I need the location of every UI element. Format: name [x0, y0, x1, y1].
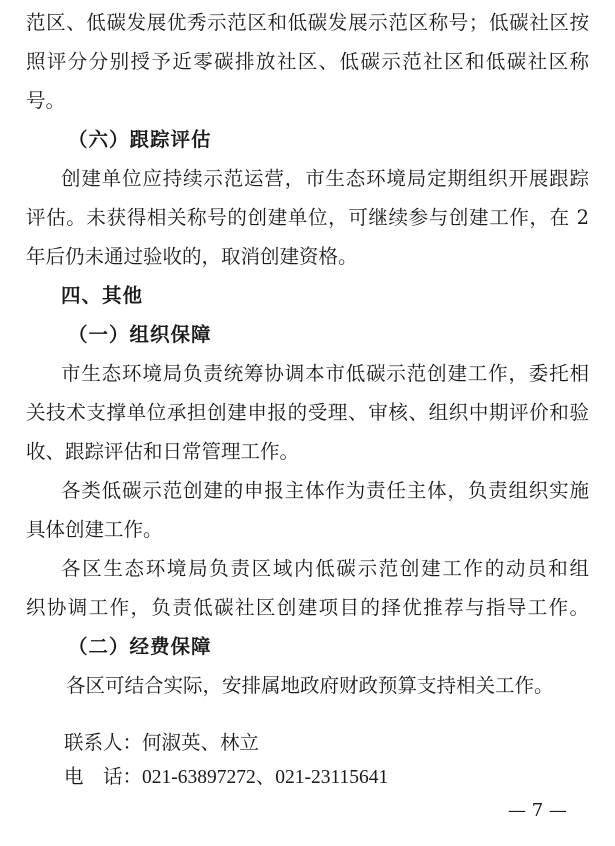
paragraph-line: 范区、低碳发展优秀示范区和低碳发展示范区称号；低碳社区按: [26, 11, 589, 34]
section-heading-tracking: （六）跟踪评估: [68, 128, 212, 151]
paragraph-line: 各类低碳示范创建的申报主体作为责任主体，负责组织实施: [61, 479, 589, 502]
paragraph-line: 织协调工作，负责低碳社区创建项目的择优推荐与指导工作。: [26, 596, 589, 619]
paragraph-line: 照评分分别授予近零碳排放社区、低碳示范社区和低碳社区称: [26, 50, 589, 73]
chapter-heading-other: 四、其他: [61, 284, 144, 307]
contact-person-value: 何淑英、林立: [142, 731, 260, 754]
paragraph-line: 关技术支撑单位承担创建申报的受理、审核、组织中期评价和验: [26, 401, 589, 424]
paragraph-line: 各区生态环境局负责区域内低碳示范创建工作的动员和组: [61, 557, 589, 580]
section-heading-funding: （二）经费保障: [68, 635, 212, 658]
paragraph-line: 创建单位应持续示范运营，市生态环境局定期组织开展跟踪: [61, 167, 589, 190]
contact-phone-value: 021-63897272、021-23115641: [142, 767, 389, 788]
contact-person-line: [64, 730, 259, 756]
paragraph-line: 收、跟踪评估和日常管理工作。: [26, 440, 300, 463]
contact-phone-line: [64, 764, 388, 791]
contact-person-label: 联系人：: [64, 731, 143, 754]
contact-phone-label: 电 话：: [64, 765, 143, 788]
paragraph-line: 年后仍未通过验收的，取消创建资格。: [26, 245, 358, 268]
paragraph-line: 评估。未获得相关称号的创建单位，可继续参与创建工作，在 2: [26, 206, 589, 229]
paragraph-line: 号。: [26, 89, 66, 112]
page-number: — 7 —: [508, 800, 567, 821]
paragraph-line: 市生态环境局负责统筹协调本市低碳示范创建工作，委托相: [61, 362, 589, 385]
paragraph-line: 具体创建工作。: [26, 518, 163, 541]
section-heading-organization: （一）组织保障: [68, 323, 212, 346]
paragraph-line: 各区可结合实际，安排属地政府财政预算支持相关工作。: [66, 674, 554, 697]
